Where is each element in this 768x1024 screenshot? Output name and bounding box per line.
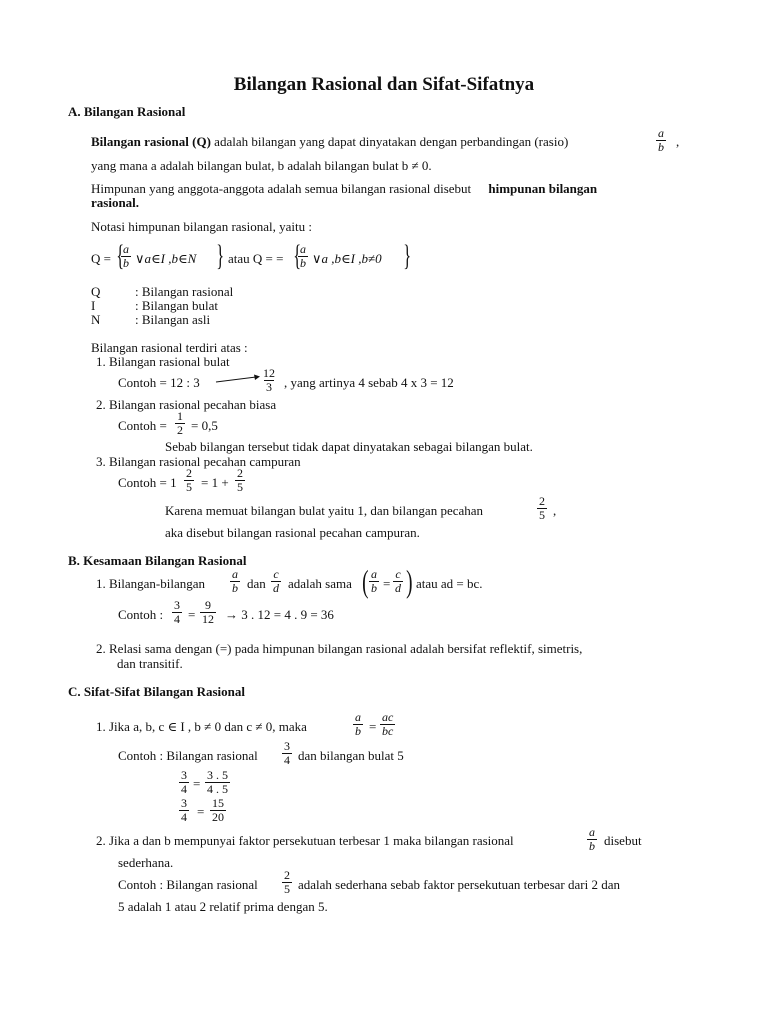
legend-n-symbol: N	[91, 312, 101, 327]
item-2-title: 2. Bilangan rasional pecahan biasa	[96, 397, 277, 412]
b-item-2-line1: 2. Relasi sama dengan (=) pada himpunan bilangan rasional adalah bersifat reflektif, simetris,	[96, 641, 583, 656]
b-contoh-after: → 3 . 12 = 4 . 9 = 36	[225, 607, 334, 622]
set1-condition: ∨a∈I ,b∈N	[135, 251, 197, 266]
fraction-a-over-b-c: $\frac{a}{b}$	[355, 710, 361, 738]
definition-rest: adalah bilangan yang dapat dinyatakan dengan perbandingan (rasio)	[210, 134, 569, 149]
fraction-2-over-5-a: $\frac{2}{5}$	[186, 466, 192, 494]
item-2-contoh: Contoh =	[118, 418, 167, 433]
fraction-a-over-b-b1: $\frac{a}{b}$	[232, 567, 238, 595]
calc-1-rhs: $\frac{3 . 5}{4 . 5}$	[207, 768, 228, 796]
q-equals: Q =	[91, 251, 111, 266]
calc-2-rhs: $\frac{15}{20}$	[212, 796, 224, 824]
himpunan-line2: rasional.	[91, 195, 140, 210]
fraction-a-over-b: $\frac{a}{b}$	[658, 126, 664, 154]
terdiri-text: Bilangan rasional terdiri atas :	[91, 340, 248, 355]
b-item-1-text: 1. Bilangan-bilangan	[96, 576, 206, 591]
section-a-heading: A. Bilangan Rasional	[68, 104, 186, 119]
fraction-9-over-12: $\frac{9}{12}$	[202, 598, 214, 626]
calc-2-eq: =	[197, 804, 205, 819]
left-paren: (	[362, 563, 369, 599]
right-brace-1: }	[216, 239, 225, 272]
definition-line2: yang mana a adalah bilangan bulat, b adalah bilangan bulat b ≠ 0.	[91, 158, 432, 173]
fraction-a-over-b-c2: $\frac{a}{b}$	[589, 825, 595, 853]
c-item-2: 2. Jika a dan b mempunyai faktor persekutuan terbesar 1 maka bilangan rasional	[96, 833, 514, 848]
legend-q-desc: : Bilangan rasional	[135, 284, 234, 299]
left-brace-2: {	[293, 239, 302, 272]
set2-condition: ∨a ,b∈I ,b≠0	[312, 251, 382, 266]
item-3-title: 3. Bilangan rasional pecahan campuran	[96, 454, 301, 469]
fraction-3-over-4-c: $\frac{3}{4}$	[284, 739, 290, 767]
c-sederhana: sederhana.	[118, 855, 174, 870]
c-contoh-2-after: adalah sederhana sebab faktor persekutuan terbesar dari 2 dan	[298, 877, 620, 892]
legend-i-desc: : Bilangan bulat	[135, 298, 219, 313]
c-item-1-eq: =	[369, 719, 377, 734]
notasi-text: Notasi himpunan bilangan rasional, yaitu :	[91, 219, 312, 234]
atau-text: atau Q = =	[228, 251, 284, 266]
b-dan: dan	[247, 576, 266, 591]
legend-i-symbol: I	[91, 298, 96, 313]
b-adalah: adalah sama	[288, 576, 352, 591]
fraction-c-over-d-b1: $\frac{c}{d}$	[273, 567, 279, 595]
fraction-a-over-b-b2: $\frac{a}{b}$	[371, 567, 377, 595]
item-1-contoh: Contoh = 12 : 3	[118, 375, 200, 390]
fraction-2-over-5-c: $\frac{2}{5}$	[539, 494, 545, 522]
himpunan-line1: Himpunan yang anggota-anggota adalah semua bilangan rasional disebut himpunan bilangan	[91, 181, 598, 196]
item-3-comma: ,	[553, 503, 557, 518]
section-b-heading: B. Kesamaan Bilangan Rasional	[68, 553, 247, 568]
calc-1-eq: =	[193, 776, 201, 791]
fraction-ac-over-bc: $\frac{ac}{bc}$	[382, 710, 394, 738]
item-1-title: 1. Bilangan rasional bulat	[96, 354, 230, 369]
definition-bold: Bilangan rasional (Q)	[91, 134, 211, 149]
legend-q-symbol: Q	[91, 284, 101, 299]
page-title: Bilangan Rasional dan Sifat-Sifatnya	[233, 74, 535, 95]
left-brace-1: {	[116, 239, 125, 272]
arrow-icon	[214, 372, 262, 386]
c-contoh-2: Contoh : Bilangan rasional	[118, 877, 258, 892]
b-contoh-eq: =	[188, 607, 196, 622]
fraction-c-over-d-b2: $\frac{c}{d}$	[395, 567, 401, 595]
section-c-heading: C. Sifat-Sifat Bilangan Rasional	[68, 684, 245, 699]
set2-fraction: $\frac{a}{b}$	[300, 242, 306, 270]
b-equals: =	[383, 576, 391, 591]
c-contoh-2-line2: 5 adalah 1 atau 2 relatif prima dengan 5.	[118, 899, 328, 914]
legend-n-desc: : Bilangan asli	[135, 312, 211, 327]
item-2-sebab: Sebab bilangan tersebut tidak dapat dinyatakan sebagai bilangan bulat.	[165, 439, 533, 454]
item-3-aka: aka disebut bilangan rasional pecahan campuran.	[165, 525, 420, 540]
calc-1-lhs: $\frac{3}{4}$	[181, 768, 187, 796]
fraction-12-over-3: $\frac{12}{3}$	[263, 366, 275, 394]
item-3-karena: Karena memuat bilangan bulat yaitu 1, dan bilangan pecahan	[165, 503, 484, 518]
b-atau-ad: atau ad = bc.	[416, 576, 483, 591]
right-brace-2: }	[403, 239, 412, 272]
fraction-1-over-2: $\frac{1}{2}$	[177, 409, 183, 437]
item-2-after: = 0,5	[191, 418, 218, 433]
c-disebut: disebut	[604, 833, 642, 848]
item-3-mid: = 1 +	[201, 475, 229, 490]
set1-fraction: $\frac{a}{b}$	[123, 242, 129, 270]
c-contoh-1: Contoh : Bilangan rasional	[118, 748, 258, 763]
c-contoh-1-after: dan bilangan bulat 5	[298, 748, 404, 763]
b-item-2-line2: dan transitif.	[117, 656, 183, 671]
fraction-2-over-5-c: $\frac{2}{5}$	[284, 868, 290, 896]
fraction-2-over-5-b: $\frac{2}{5}$	[237, 466, 243, 494]
right-paren: )	[406, 563, 413, 599]
item-1-after: , yang artinya 4 sebab 4 x 3 = 12	[284, 375, 454, 390]
definition-text	[91, 134, 568, 149]
calc-2-lhs: $\frac{3}{4}$	[181, 796, 187, 824]
definition-comma: ,	[676, 134, 680, 149]
c-item-1: 1. Jika a, b, c ∈ I , b ≠ 0 dan c ≠ 0, maka	[96, 719, 307, 734]
b-contoh: Contoh :	[118, 607, 164, 622]
item-3-contoh: Contoh = 1	[118, 475, 177, 490]
fraction-3-over-4-b: $\frac{3}{4}$	[174, 598, 180, 626]
